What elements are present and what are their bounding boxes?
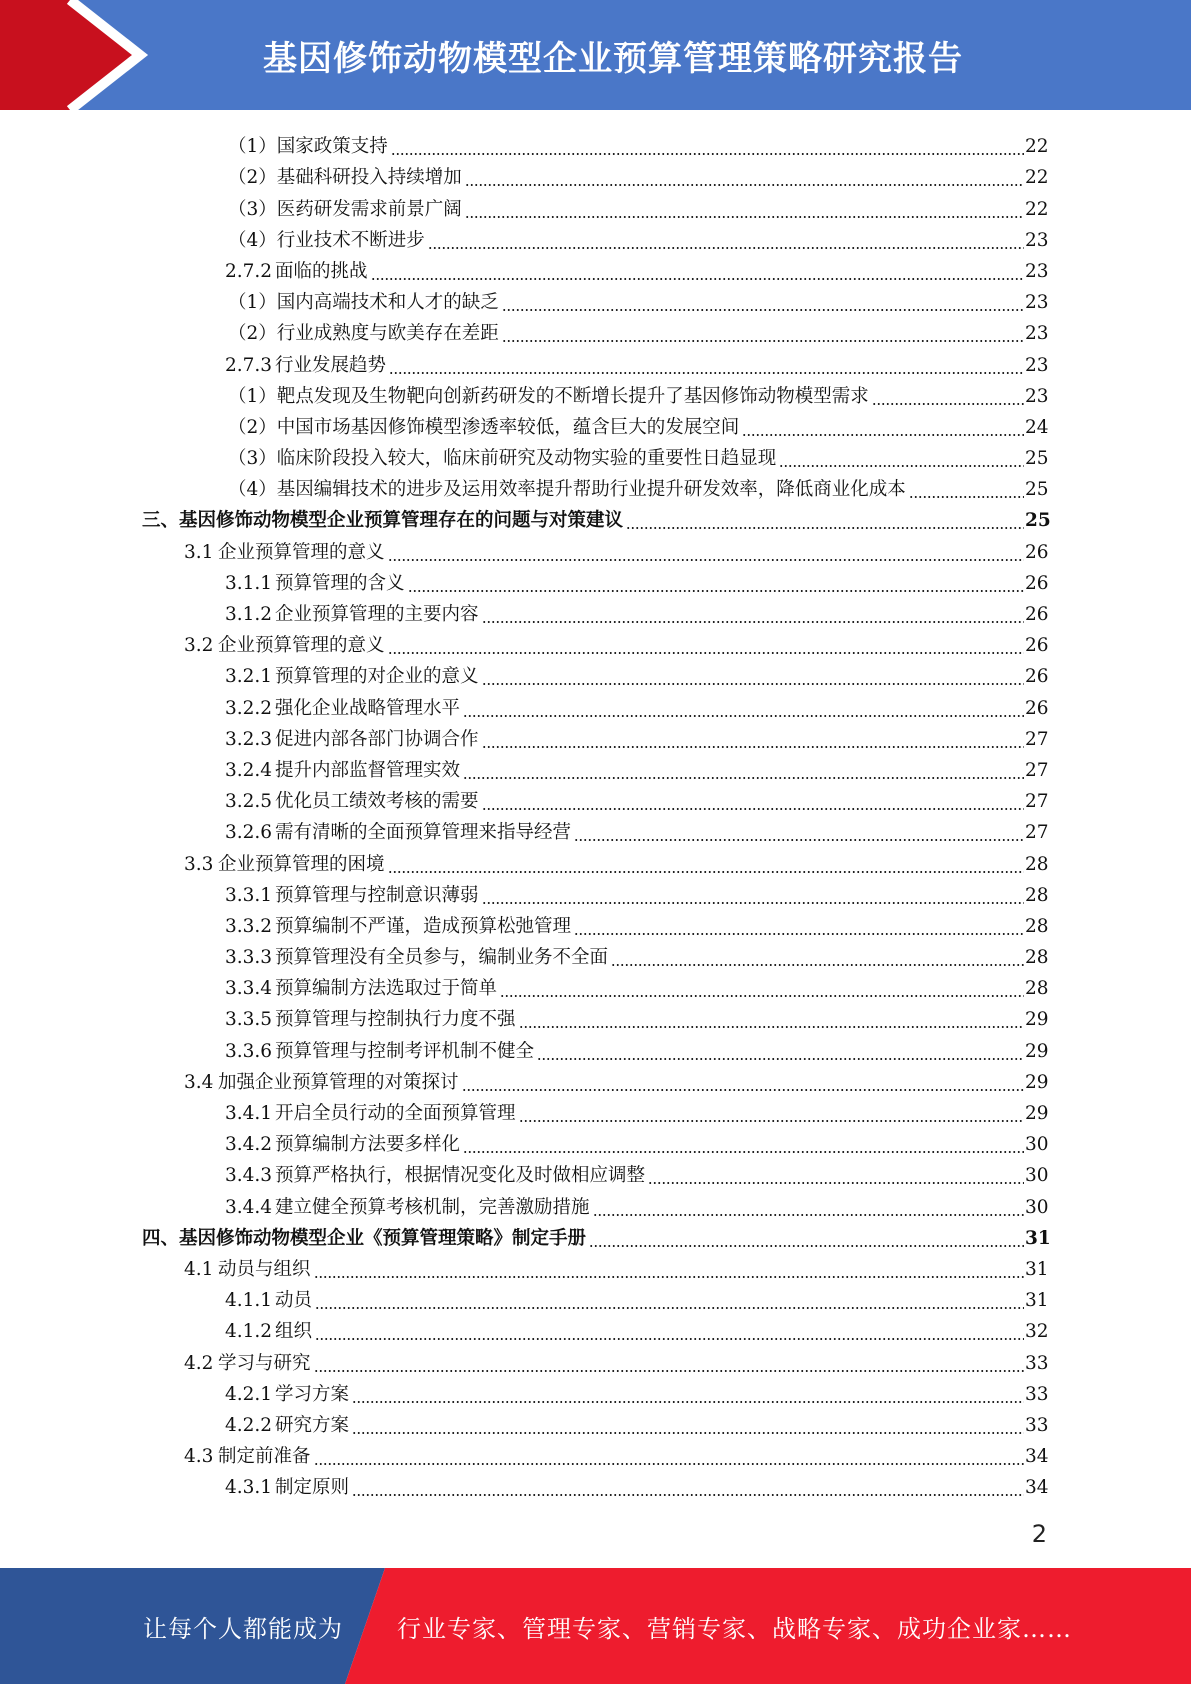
toc-entry-label [184, 1259, 313, 1281]
toc-entry-title: 预算管理没有全员参与，编制业务不全面 [275, 947, 609, 969]
toc-entry-number: 3.2.4 [225, 759, 273, 781]
toc-entry[interactable] [0, 688, 1191, 719]
toc-entry[interactable] [0, 813, 1191, 844]
toc-entry-page: 33 [1025, 1352, 1049, 1374]
toc-entry[interactable] [0, 1375, 1191, 1406]
toc-entry-page: 30 [1025, 1165, 1049, 1187]
table-of-contents [0, 127, 1191, 1499]
toc-entry[interactable] [0, 938, 1191, 969]
toc-leader-dots [465, 199, 1024, 221]
toc-entry-number: 3.1.2 [225, 604, 273, 625]
toc-entry-page: 31 [1025, 1227, 1051, 1249]
toc-entry[interactable] [0, 158, 1191, 189]
toc-entry[interactable] [0, 1000, 1191, 1031]
toc-entry-label [228, 386, 871, 408]
toc-entry-number: 4.2.2 [225, 1414, 273, 1436]
toc-entry[interactable] [0, 283, 1191, 314]
toc-entry-label [225, 822, 573, 844]
toc-entry-page: 30 [1025, 1134, 1049, 1156]
toc-leader-dots [315, 1290, 1024, 1312]
toc-leader-dots [502, 323, 1024, 345]
toc-entry[interactable] [0, 1343, 1191, 1374]
toc-entry[interactable] [0, 782, 1191, 813]
page-footer [0, 1568, 1191, 1684]
toc-leader-dots [519, 1103, 1024, 1125]
toc-entry-label [228, 292, 501, 314]
toc-leader-dots [463, 698, 1024, 720]
toc-entry[interactable] [0, 470, 1191, 501]
toc-entry[interactable] [0, 1468, 1191, 1499]
toc-entry[interactable] [0, 1094, 1191, 1125]
toc-entry-number: 3.2 [184, 635, 214, 657]
toc-entry[interactable] [0, 657, 1191, 688]
toc-entry-title: 面临的挑战 [275, 260, 368, 282]
toc-entry-label [225, 791, 481, 813]
toc-entry[interactable] [0, 501, 1191, 532]
toc-entry-page: 28 [1025, 853, 1049, 875]
toc-entry-label [228, 230, 427, 252]
toc-entry-page: 23 [1025, 229, 1049, 251]
toc-entry-title: 学习方案 [275, 1383, 350, 1405]
toc-entry[interactable] [0, 189, 1191, 220]
toc-entry-title: （1）靶点发现及生物靶向创新药研发的不断增长提升了基因修饰动物模型需求 [228, 385, 869, 407]
toc-entry-title: 制定前准备 [218, 1446, 311, 1468]
toc-entry-number: 2.7.2 [225, 260, 273, 282]
header-title: 基因修饰动物模型企业预算管理策略研究报告 [263, 38, 963, 79]
toc-entry-title: 动员与组织 [218, 1258, 311, 1280]
page-header [0, 0, 1191, 110]
toc-leader-dots [611, 947, 1024, 969]
toc-entry-label [142, 1228, 588, 1250]
toc-leader-dots [482, 729, 1024, 751]
toc-entry-page: 31 [1025, 1290, 1049, 1312]
toc-entry-label [228, 448, 778, 470]
toc-leader-dots [314, 1353, 1024, 1375]
toc-entry[interactable] [0, 1250, 1191, 1281]
toc-entry-label [228, 136, 390, 158]
toc-entry-label [225, 885, 481, 907]
toc-entry-title: 建立健全预算考核机制，完善激励措施 [275, 1196, 590, 1218]
toc-entry-label [184, 635, 387, 657]
toc-entry-title: 组织 [275, 1321, 313, 1343]
toc-entry-title: 预算编制方法选取过于简单 [275, 978, 498, 1000]
toc-entry-number: 3.2.2 [225, 697, 273, 719]
toc-entry-label [142, 510, 625, 532]
toc-entry-label [225, 978, 499, 1000]
toc-entry-title: （2）中国市场基因修饰模型渗透率较低，蕴含巨大的发展空间 [228, 416, 740, 438]
toc-entry-number: 3.2.1 [225, 666, 273, 688]
toc-leader-dots [502, 292, 1024, 314]
toc-entry-page: 28 [1025, 978, 1049, 1000]
toc-entry-number: 4.3 [184, 1446, 214, 1468]
toc-entry-label [225, 729, 481, 751]
toc-entry-title: （4）基因编辑技术的进步及运用效率提升帮助行业提升研发效率，降低商业化成本 [228, 479, 906, 501]
toc-entry-number: 3.1 [184, 541, 214, 563]
toc-entry-label [225, 1134, 462, 1156]
toc-entry-title: （2）基础科研投入持续增加 [228, 167, 462, 189]
toc-entry[interactable] [0, 127, 1191, 158]
toc-entry-label [225, 1165, 647, 1187]
toc-entry-page: 30 [1025, 1196, 1049, 1218]
toc-entry-number: 4.2 [184, 1352, 214, 1374]
toc-entry-number: 3.3.1 [225, 884, 273, 906]
toc-entry-label [225, 698, 462, 720]
toc-entry-page: 27 [1025, 728, 1049, 750]
toc-entry[interactable] [0, 1219, 1191, 1250]
toc-leader-dots [371, 261, 1024, 283]
toc-entry[interactable] [0, 1437, 1191, 1468]
toc-entry-label [228, 417, 741, 439]
toc-entry[interactable] [0, 595, 1191, 626]
toc-entry[interactable] [0, 876, 1191, 907]
toc-leader-dots [537, 1041, 1024, 1063]
toc-entry-page: 22 [1025, 167, 1049, 189]
toc-entry-page: 23 [1025, 260, 1049, 282]
toc-entry-page: 34 [1025, 1477, 1049, 1499]
toc-entry-page: 26 [1025, 572, 1049, 594]
toc-entry-number: 3.1.1 [225, 572, 273, 594]
toc-entry-number: 3.4.2 [225, 1134, 273, 1156]
toc-entry-number: 3.3 [184, 853, 214, 875]
toc-entry-title: 开启全员行动的全面预算管理 [275, 1103, 516, 1124]
toc-entry-title: 预算管理与控制考评机制不健全 [275, 1040, 535, 1062]
toc-entry-number: 3.2.6 [225, 822, 273, 844]
toc-entry-page: 22 [1025, 198, 1049, 220]
toc-entry-label [225, 947, 610, 969]
toc-entry-title: 制定原则 [275, 1477, 350, 1499]
toc-entry-label [225, 355, 388, 377]
toc-leader-dots [389, 355, 1024, 377]
toc-entry[interactable] [0, 1312, 1191, 1343]
toc-entry[interactable] [0, 377, 1191, 408]
toc-entry-label [228, 167, 464, 189]
toc-entry[interactable] [0, 221, 1191, 252]
toc-leader-dots [519, 1009, 1024, 1031]
toc-entry[interactable] [0, 408, 1191, 439]
toc-entry-title: （3）医药研发需求前景广阔 [228, 198, 462, 220]
toc-leader-dots [909, 479, 1024, 501]
toc-entry-number: 4.1 [184, 1258, 214, 1280]
toc-leader-dots [408, 573, 1024, 595]
toc-entry-label [225, 1415, 351, 1437]
toc-entry-number: 3.2.5 [225, 791, 273, 813]
toc-entry-title: 三、基因修饰动物模型企业预算管理存在的问题与对策建议 [142, 510, 624, 532]
toc-leader-dots [388, 854, 1024, 876]
toc-entry-number: 3.4.4 [225, 1196, 273, 1218]
toc-entry-number: 4.2.1 [225, 1383, 273, 1405]
toc-leader-dots [482, 885, 1024, 907]
toc-entry-page: 26 [1025, 635, 1049, 657]
toc-entry[interactable] [0, 1063, 1191, 1094]
toc-leader-dots [589, 1228, 1024, 1250]
footer-slogan-right: 行业专家、管理专家、营销专家、战略专家、成功企业家…… [397, 1614, 1072, 1643]
toc-entry-title: 预算管理的对企业的意义 [275, 666, 479, 688]
toc-entry[interactable] [0, 439, 1191, 470]
toc-entry-label [184, 1072, 461, 1094]
toc-entry-page: 24 [1025, 416, 1049, 438]
toc-entry-title: 需有清晰的全面预算管理来指导经营 [275, 822, 572, 844]
toc-entry-page: 25 [1025, 479, 1049, 501]
toc-leader-dots [463, 760, 1024, 782]
toc-entry-page: 31 [1025, 1258, 1049, 1280]
toc-entry-number: 3.3.4 [225, 978, 273, 1000]
toc-entry-label [225, 916, 573, 938]
toc-entry[interactable] [0, 532, 1191, 563]
toc-entry-title: （1）国内高端技术和人才的缺乏 [228, 292, 499, 314]
toc-entry-number: 2.7.3 [225, 354, 273, 376]
toc-leader-dots [593, 1197, 1024, 1219]
toc-entry[interactable] [0, 1406, 1191, 1437]
toc-entry[interactable] [0, 564, 1191, 595]
toc-entry-page: 25 [1025, 510, 1051, 532]
footer-slogan-left: 让每个人都能成为 [143, 1614, 343, 1643]
toc-entry-label [225, 1197, 592, 1219]
toc-entry-page: 27 [1025, 759, 1049, 781]
toc-entry[interactable] [0, 907, 1191, 938]
toc-entry-label [225, 1103, 518, 1125]
toc-entry[interactable] [0, 626, 1191, 657]
toc-leader-dots [428, 230, 1024, 252]
toc-entry-title: 强化企业战略管理水平 [275, 697, 461, 719]
toc-entry-page: 34 [1025, 1446, 1049, 1468]
toc-leader-dots [352, 1477, 1024, 1499]
toc-entry-label [228, 479, 908, 501]
toc-entry-page: 25 [1025, 448, 1049, 470]
toc-entry-number: 4.1.1 [225, 1290, 273, 1312]
toc-leader-dots [314, 1446, 1024, 1468]
toc-leader-dots [314, 1259, 1024, 1281]
toc-entry-number: 3.3.3 [225, 947, 273, 969]
toc-entry-title: （4）行业技术不断进步 [228, 229, 425, 251]
toc-entry[interactable] [0, 751, 1191, 782]
toc-entry[interactable] [0, 1281, 1191, 1312]
toc-leader-dots [482, 604, 1024, 626]
toc-entry-label [225, 666, 481, 688]
toc-entry[interactable] [0, 1187, 1191, 1218]
toc-leader-dots [742, 417, 1024, 439]
toc-entry-title: （1）国家政策支持 [228, 136, 388, 158]
toc-entry-label [225, 1290, 314, 1312]
toc-entry-title: 预算管理与控制执行力度不强 [275, 1009, 516, 1031]
toc-entry-number: 3.2.3 [225, 728, 273, 750]
toc-entry-page: 23 [1025, 385, 1049, 407]
toc-entry-number: 3.3.2 [225, 915, 273, 937]
toc-entry-title: 企业预算管理的意义 [218, 635, 385, 657]
toc-entry-title: 预算编制方法要多样化 [275, 1134, 461, 1156]
toc-entry-page: 28 [1025, 915, 1049, 937]
toc-entry-label [184, 854, 387, 876]
toc-entry-label [225, 1321, 314, 1343]
toc-entry-page: 22 [1025, 136, 1049, 158]
toc-leader-dots [388, 635, 1024, 657]
toc-leader-dots [465, 167, 1024, 189]
toc-entry[interactable] [0, 969, 1191, 1000]
toc-leader-dots [872, 386, 1024, 408]
toc-entry-title: 企业预算管理的主要内容 [275, 604, 479, 625]
toc-entry-label [184, 1446, 313, 1468]
toc-entry-label [225, 1041, 536, 1063]
toc-entry-number: 3.4.3 [225, 1165, 273, 1187]
toc-leader-dots [388, 542, 1024, 564]
toc-entry-number: 3.4 [184, 1071, 214, 1093]
toc-entry[interactable] [0, 252, 1191, 283]
toc-leader-dots [574, 822, 1024, 844]
toc-entry-number: 4.3.1 [225, 1477, 273, 1499]
toc-entry-title: （2）行业成熟度与欧美存在差距 [228, 323, 499, 345]
toc-entry-page: 33 [1025, 1414, 1049, 1436]
toc-entry[interactable] [0, 720, 1191, 751]
toc-entry-label [225, 573, 407, 595]
toc-entry-title: 预算严格执行，根据情况变化及时做相应调整 [275, 1165, 646, 1187]
toc-entry-title: （3）临床阶段投入较大，临床前研究及动物实验的重要性日趋显现 [228, 448, 777, 470]
toc-entry-label [184, 1353, 313, 1375]
toc-entry-title: 预算管理的含义 [275, 572, 405, 594]
toc-entry-title: 研究方案 [275, 1414, 350, 1436]
toc-entry-title: 预算编制不严谨，造成预算松弛管理 [275, 915, 572, 937]
toc-entry-title: 企业预算管理的意义 [218, 541, 385, 563]
toc-entry[interactable] [0, 314, 1191, 345]
toc-entry-label [225, 261, 370, 283]
toc-entry-title: 优化员工绩效考核的需要 [275, 791, 479, 813]
toc-entry-page: 26 [1025, 666, 1049, 688]
toc-entry-page: 29 [1025, 1071, 1049, 1093]
toc-leader-dots [462, 1072, 1024, 1094]
toc-entry-label [225, 760, 462, 782]
toc-entry-page: 33 [1025, 1383, 1049, 1405]
toc-leader-dots [500, 978, 1024, 1000]
toc-entry-title: 四、基因修饰动物模型企业《预算管理策略》制定手册 [142, 1227, 587, 1249]
toc-entry-number: 4.1.2 [225, 1321, 273, 1343]
toc-entry-label [184, 542, 387, 564]
toc-entry[interactable] [0, 1031, 1191, 1062]
toc-entry-number: 3.4.1 [225, 1103, 273, 1124]
toc-entry-page: 26 [1025, 541, 1049, 563]
toc-leader-dots [648, 1165, 1024, 1187]
toc-entry-label [225, 604, 481, 626]
toc-entry-label [228, 323, 501, 345]
toc-entry-title: 预算管理与控制意识薄弱 [275, 884, 479, 906]
toc-entry-title: 促进内部各部门协调合作 [275, 728, 479, 750]
toc-leader-dots [574, 916, 1024, 938]
toc-entry-page: 29 [1025, 1103, 1049, 1124]
toc-leader-dots [463, 1134, 1024, 1156]
toc-entry-title: 提升内部监督管理实效 [275, 759, 461, 781]
toc-entry-page: 27 [1025, 822, 1049, 844]
toc-entry-page: 32 [1025, 1321, 1049, 1343]
toc-leader-dots [779, 448, 1024, 470]
toc-entry-page: 23 [1025, 292, 1049, 314]
toc-leader-dots [352, 1415, 1024, 1437]
toc-entry-number: 3.3.5 [225, 1009, 273, 1031]
toc-entry-page: 29 [1025, 1040, 1049, 1062]
toc-leader-dots [352, 1384, 1024, 1406]
toc-entry[interactable] [0, 345, 1191, 376]
toc-entry-page: 28 [1025, 884, 1049, 906]
toc-leader-dots [391, 136, 1024, 158]
toc-entry[interactable] [0, 1125, 1191, 1156]
toc-entry-page: 23 [1025, 323, 1049, 345]
toc-entry-title: 加强企业预算管理的对策探讨 [218, 1071, 459, 1093]
toc-entry-label [225, 1009, 518, 1031]
toc-entry-title: 学习与研究 [218, 1352, 311, 1374]
toc-entry-title: 动员 [275, 1290, 313, 1312]
toc-entry-page: 23 [1025, 354, 1049, 376]
toc-leader-dots [482, 791, 1024, 813]
toc-leader-dots [315, 1321, 1024, 1343]
toc-entry-title: 企业预算管理的困境 [218, 853, 385, 875]
toc-entry-title: 行业发展趋势 [275, 354, 387, 376]
toc-entry-label [225, 1477, 351, 1499]
toc-entry-page: 29 [1025, 1009, 1049, 1031]
toc-entry-page: 27 [1025, 791, 1049, 813]
page-number: 2 [1031, 1520, 1047, 1548]
toc-entry-page: 28 [1025, 947, 1049, 969]
toc-entry-label [225, 1384, 351, 1406]
toc-leader-dots [482, 666, 1024, 688]
toc-entry-label [228, 199, 464, 221]
toc-entry[interactable] [0, 1156, 1191, 1187]
toc-leader-dots [626, 510, 1024, 532]
toc-entry[interactable] [0, 844, 1191, 875]
toc-entry-page: 26 [1025, 604, 1049, 625]
toc-entry-page: 26 [1025, 697, 1049, 719]
toc-entry-number: 3.3.6 [225, 1040, 273, 1062]
